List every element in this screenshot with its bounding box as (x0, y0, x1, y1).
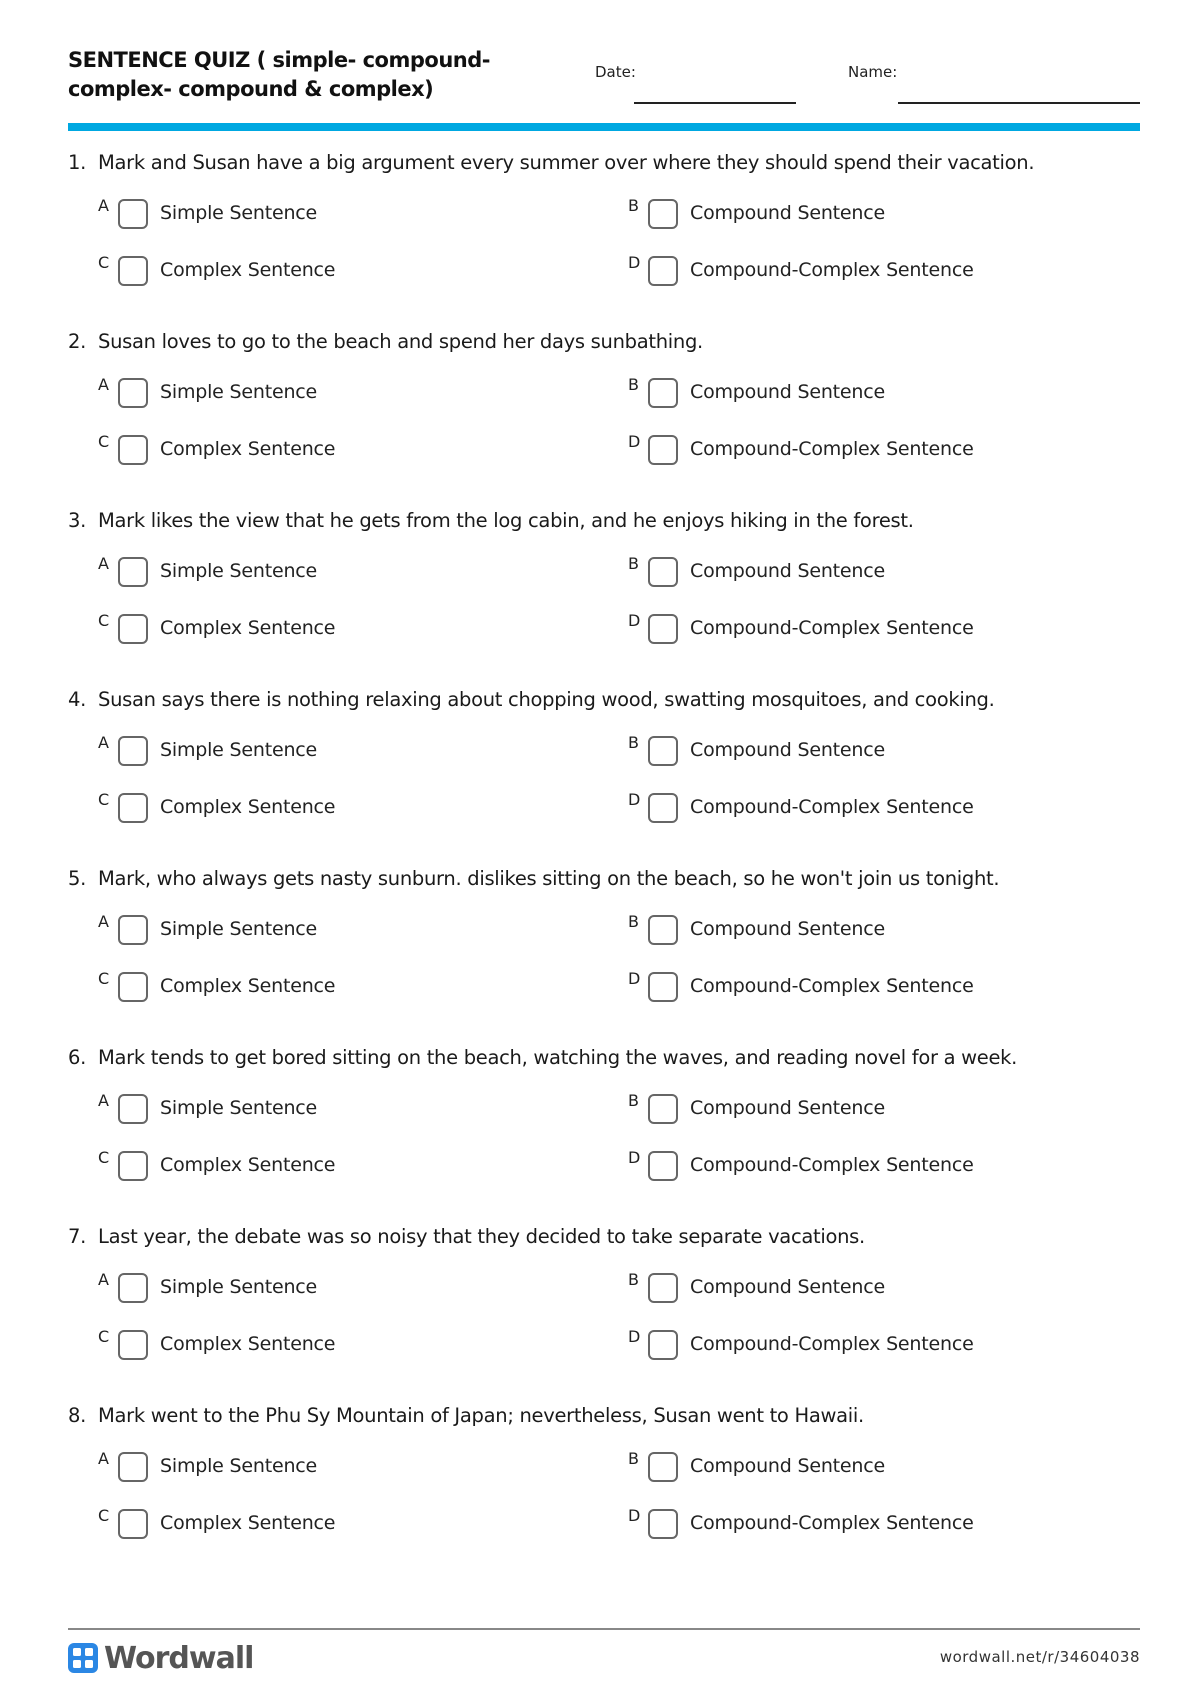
option-letter: A (98, 554, 109, 573)
question-text (68, 508, 914, 534)
answer-checkbox[interactable] (648, 199, 678, 229)
answer-checkbox[interactable] (648, 793, 678, 823)
option-label: Complex Sentence (160, 1333, 336, 1355)
option-d[interactable] (628, 1327, 1148, 1363)
option-letter: D (628, 1506, 641, 1525)
question-number: 3. (68, 509, 87, 532)
option-label: Simple Sentence (160, 1455, 318, 1477)
option-label: Compound-Complex Sentence (690, 796, 974, 818)
question-sentence: Susan says there is nothing relaxing about chopping wood, swatting mosquitoes, and cooking. (98, 688, 995, 711)
option-letter: D (628, 1327, 641, 1346)
option-label: Complex Sentence (160, 1154, 336, 1176)
option-c[interactable] (98, 253, 618, 289)
question-number: 8. (68, 1404, 87, 1427)
option-label: Compound-Complex Sentence (690, 1512, 974, 1534)
option-b[interactable] (628, 554, 1148, 590)
option-c[interactable] (98, 969, 618, 1005)
option-letter: D (628, 253, 641, 272)
answer-checkbox[interactable] (118, 1273, 148, 1303)
answer-checkbox[interactable] (648, 557, 678, 587)
question-text (68, 866, 999, 892)
footer-divider (68, 1628, 1140, 1630)
question-sentence: Mark, who always gets nasty sunburn. dislikes sitting on the beach, so he won't join us tonight. (98, 867, 1000, 890)
answer-checkbox[interactable] (648, 1330, 678, 1360)
answer-checkbox[interactable] (648, 435, 678, 465)
option-label: Complex Sentence (160, 975, 336, 997)
option-b[interactable] (628, 1270, 1148, 1306)
option-b[interactable] (628, 733, 1148, 769)
option-letter: B (628, 733, 639, 752)
option-a[interactable] (98, 912, 618, 948)
option-letter: C (98, 1506, 110, 1525)
name-field[interactable] (898, 102, 1140, 104)
question-sentence: Mark likes the view that he gets from the log cabin, and he enjoys hiking in the forest. (98, 509, 914, 532)
option-label: Compound-Complex Sentence (690, 1333, 974, 1355)
option-label: Simple Sentence (160, 1276, 318, 1298)
source-url: wordwall.net/r/34604038 (939, 1648, 1140, 1666)
option-letter: C (98, 1148, 110, 1167)
wordwall-logo-icon (68, 1643, 98, 1673)
option-letter: B (628, 1270, 639, 1289)
answer-checkbox[interactable] (118, 793, 148, 823)
question-6 (68, 1045, 1140, 1215)
answer-checkbox[interactable] (648, 1509, 678, 1539)
answer-checkbox[interactable] (648, 736, 678, 766)
option-label: Simple Sentence (160, 918, 318, 940)
option-letter: A (98, 733, 109, 752)
question-8 (68, 1403, 1140, 1573)
option-label: Simple Sentence (160, 202, 318, 224)
option-label: Complex Sentence (160, 796, 336, 818)
option-label: Complex Sentence (160, 438, 336, 460)
option-letter: C (98, 790, 110, 809)
option-letter: D (628, 611, 641, 630)
question-number: 6. (68, 1046, 87, 1069)
option-label: Compound Sentence (690, 1455, 885, 1477)
option-d[interactable] (628, 432, 1148, 468)
answer-checkbox[interactable] (648, 1452, 678, 1482)
question-number: 4. (68, 688, 87, 711)
option-letter: C (98, 611, 110, 630)
answer-checkbox[interactable] (118, 1452, 148, 1482)
option-letter: B (628, 196, 639, 215)
question-number: 2. (68, 330, 87, 353)
option-letter: B (628, 1091, 639, 1110)
option-a[interactable] (98, 196, 618, 232)
option-letter: C (98, 969, 110, 988)
answer-checkbox[interactable] (648, 1094, 678, 1124)
option-b[interactable] (628, 196, 1148, 232)
option-letter: C (98, 253, 110, 272)
option-label: Complex Sentence (160, 1512, 336, 1534)
question-number: 5. (68, 867, 87, 890)
brand-name: Wordwall (104, 1640, 254, 1676)
option-label: Complex Sentence (160, 259, 336, 281)
option-letter: A (98, 1270, 109, 1289)
question-sentence: Last year, the debate was so noisy that they decided to take separate vacations. (98, 1225, 865, 1248)
option-label: Compound Sentence (690, 739, 885, 761)
worksheet-header (68, 46, 1140, 106)
answer-checkbox[interactable] (648, 378, 678, 408)
option-a[interactable] (98, 554, 618, 590)
date-label: Date: (595, 63, 636, 81)
question-text (68, 329, 703, 355)
option-letter: A (98, 375, 109, 394)
answer-checkbox[interactable] (118, 1509, 148, 1539)
option-d[interactable] (628, 969, 1148, 1005)
question-text (68, 150, 1034, 176)
answer-checkbox[interactable] (648, 256, 678, 286)
option-a[interactable] (98, 733, 618, 769)
option-d[interactable] (628, 1506, 1148, 1542)
option-label: Simple Sentence (160, 381, 318, 403)
question-3 (68, 508, 1140, 678)
date-field[interactable] (634, 102, 796, 104)
option-label: Compound-Complex Sentence (690, 975, 974, 997)
option-label: Compound Sentence (690, 1097, 885, 1119)
option-label: Compound Sentence (690, 560, 885, 582)
answer-checkbox[interactable] (118, 199, 148, 229)
option-label: Compound-Complex Sentence (690, 1154, 974, 1176)
option-letter: D (628, 1148, 641, 1167)
option-letter: D (628, 969, 641, 988)
question-number: 7. (68, 1225, 87, 1248)
option-c[interactable] (98, 611, 618, 647)
header-divider (68, 123, 1140, 131)
option-d[interactable] (628, 611, 1148, 647)
option-d[interactable] (628, 1148, 1148, 1184)
question-text (68, 687, 995, 713)
option-label: Compound-Complex Sentence (690, 438, 974, 460)
option-c[interactable] (98, 1506, 618, 1542)
answer-checkbox[interactable] (118, 736, 148, 766)
answer-checkbox[interactable] (118, 1330, 148, 1360)
answer-checkbox[interactable] (118, 378, 148, 408)
option-b[interactable] (628, 375, 1148, 411)
option-letter: C (98, 1327, 110, 1346)
question-sentence: Mark and Susan have a big argument every summer over where they should spend their vacation. (98, 151, 1035, 174)
question-sentence: Mark tends to get bored sitting on the beach, watching the waves, and reading novel for a week. (98, 1046, 1018, 1069)
answer-checkbox[interactable] (118, 435, 148, 465)
option-b[interactable] (628, 1449, 1148, 1485)
answer-checkbox[interactable] (118, 972, 148, 1002)
option-letter: D (628, 432, 641, 451)
question-sentence: Mark went to the Phu Sy Mountain of Japan; nevertheless, Susan went to Hawaii. (98, 1404, 864, 1427)
answer-checkbox[interactable] (118, 256, 148, 286)
option-a[interactable] (98, 1449, 618, 1485)
option-d[interactable] (628, 790, 1148, 826)
option-c[interactable] (98, 1148, 618, 1184)
option-letter: D (628, 790, 641, 809)
answer-checkbox[interactable] (648, 1151, 678, 1181)
answer-checkbox[interactable] (118, 614, 148, 644)
question-number: 1. (68, 151, 87, 174)
option-letter: C (98, 432, 110, 451)
question-2 (68, 329, 1140, 499)
option-b[interactable] (628, 1091, 1148, 1127)
page-title: SENTENCE QUIZ ( simple- compound- complex- compound & complex) (68, 48, 490, 101)
option-letter: A (98, 1449, 109, 1468)
option-d[interactable] (628, 253, 1148, 289)
option-label: Compound-Complex Sentence (690, 617, 974, 639)
option-c[interactable] (98, 432, 618, 468)
name-label: Name: (848, 63, 898, 81)
option-letter: A (98, 196, 109, 215)
question-sentence: Susan loves to go to the beach and spend her days sunbathing. (98, 330, 703, 353)
question-text (68, 1224, 865, 1250)
option-a[interactable] (98, 1091, 618, 1127)
option-c[interactable] (98, 790, 618, 826)
option-letter: B (628, 1449, 639, 1468)
answer-checkbox[interactable] (118, 1094, 148, 1124)
answer-checkbox[interactable] (118, 1151, 148, 1181)
answer-checkbox[interactable] (648, 1273, 678, 1303)
question-4 (68, 687, 1140, 857)
wordwall-logo (68, 1640, 253, 1676)
option-c[interactable] (98, 1327, 618, 1363)
option-label: Compound Sentence (690, 918, 885, 940)
option-letter: B (628, 912, 639, 931)
option-letter: A (98, 1091, 109, 1110)
question-5 (68, 866, 1140, 1036)
option-label: Simple Sentence (160, 1097, 318, 1119)
option-label: Compound Sentence (690, 381, 885, 403)
question-text (68, 1045, 1017, 1071)
answer-checkbox[interactable] (118, 915, 148, 945)
option-label: Complex Sentence (160, 617, 336, 639)
question-1 (68, 150, 1140, 320)
question-7 (68, 1224, 1140, 1394)
option-label: Compound-Complex Sentence (690, 259, 974, 281)
option-label: Simple Sentence (160, 739, 318, 761)
question-text (68, 1403, 864, 1429)
answer-checkbox[interactable] (118, 557, 148, 587)
answer-checkbox[interactable] (648, 915, 678, 945)
option-label: Simple Sentence (160, 560, 318, 582)
option-label: Compound Sentence (690, 202, 885, 224)
option-a[interactable] (98, 375, 618, 411)
answer-checkbox[interactable] (648, 972, 678, 1002)
option-letter: B (628, 375, 639, 394)
answer-checkbox[interactable] (648, 614, 678, 644)
option-a[interactable] (98, 1270, 618, 1306)
option-letter: B (628, 554, 639, 573)
option-label: Compound Sentence (690, 1276, 885, 1298)
option-letter: A (98, 912, 109, 931)
option-b[interactable] (628, 912, 1148, 948)
